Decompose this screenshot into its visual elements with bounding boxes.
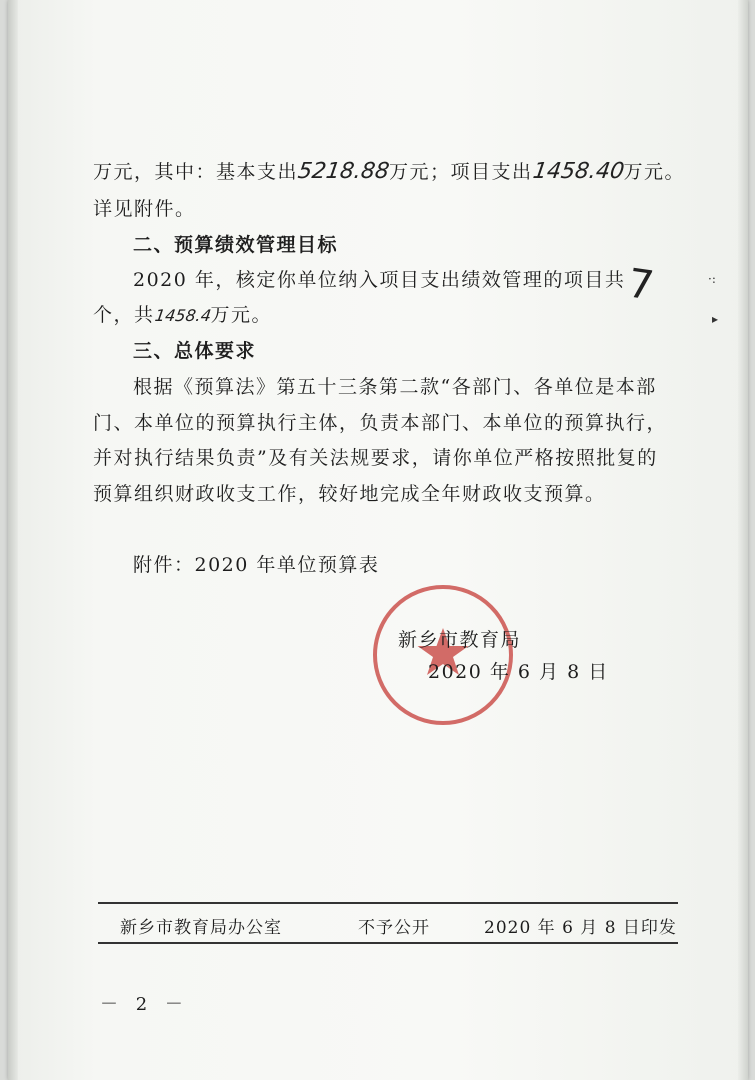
footer-disclosure: 不予公开 — [358, 918, 430, 938]
line1-text-middle: 万元；项目支出 — [389, 161, 533, 183]
official-seal-stamp — [368, 580, 518, 730]
line1-text-before: 万元，其中：基本支出 — [93, 161, 299, 183]
footer-rule-top — [98, 902, 678, 904]
page-number: － 2 － — [100, 994, 189, 1015]
para2-line-2 — [93, 303, 272, 328]
body-line-1 — [93, 160, 685, 184]
document-page — [8, 0, 748, 1080]
footer-rule-bottom — [98, 942, 678, 944]
handwritten-project-amount: 1458.40 — [530, 159, 626, 184]
line1-text-after: 万元。 — [623, 161, 686, 183]
section-heading-2: 二、预算绩效管理目标 — [133, 234, 339, 256]
stray-mark: ·: — [708, 272, 716, 286]
para3-line-2: 门、本单位的预算执行主体，负责本部门、本单位的预算执行， — [93, 412, 668, 434]
para2-text-before: 个，共 — [93, 304, 155, 326]
para3-line-1: 根据《预算法》第五十三条第二款“各部门、各单位是本部 — [133, 376, 657, 398]
section-heading-3: 三、总体要求 — [133, 340, 257, 362]
footer-issued-date: 2020 年 6 月 8 日印发 — [484, 918, 677, 938]
handwritten-basic-amount: 5218.88 — [296, 159, 391, 184]
handwritten-project-count: 7 — [624, 260, 657, 310]
footer-office: 新乡市教育局办公室 — [120, 918, 282, 938]
attachment-line: 附件：2020 年单位预算表 — [133, 554, 380, 576]
para2-text-after: 万元。 — [210, 304, 273, 326]
page-right-edge — [738, 0, 748, 1080]
para3-line-4: 预算组织财政收支工作，较好地完成全年财政收支预算。 — [93, 483, 606, 505]
body-line-2: 详见附件。 — [93, 198, 196, 220]
page-left-edge — [8, 0, 18, 1080]
stray-mark-2: ▸ — [712, 312, 719, 326]
signature-date: 2020 年 6 月 8 日 — [428, 661, 609, 683]
handwritten-performance-amount: 1458.4 — [153, 306, 212, 325]
para2-line-1: 2020 年，核定你单位纳入项目支出绩效管理的项目共 — [133, 269, 626, 291]
signature-org: 新乡市教育局 — [398, 629, 522, 651]
para3-line-3: 并对执行结果负责”及有关法规要求，请你单位严格按照批复的 — [93, 447, 658, 469]
